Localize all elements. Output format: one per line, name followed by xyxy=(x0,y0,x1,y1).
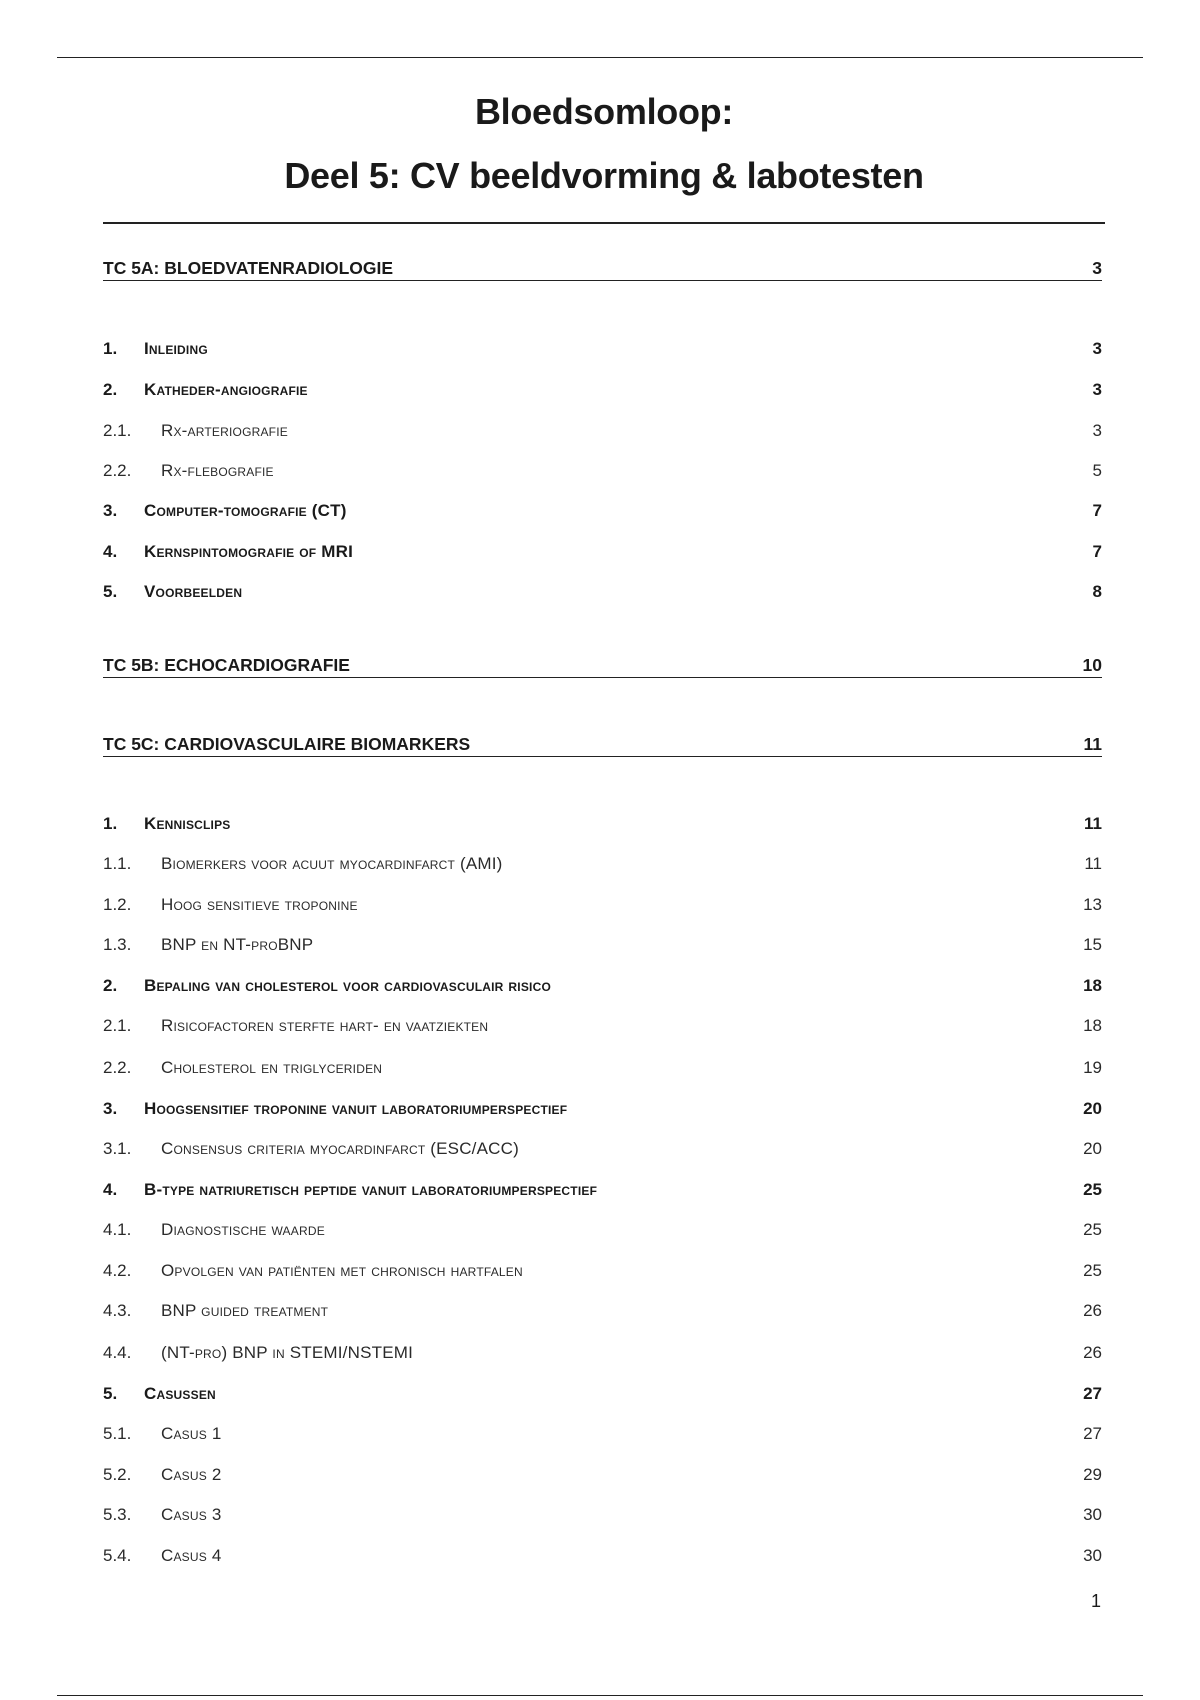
toc-page: 30 xyxy=(1083,1546,1102,1565)
toc-text: Consensus criteria myocardinfarct (ESC/ACC) xyxy=(161,1139,519,1158)
toc-number: 5.4. xyxy=(103,1546,132,1565)
toc-subentry[interactable] xyxy=(103,421,1102,441)
toc-subentry[interactable] xyxy=(103,895,1102,915)
toc-number: 2. xyxy=(103,380,118,399)
toc-text: Biomerkers voor acuut myocardinfarct (AMI) xyxy=(161,854,503,873)
toc-text: Rx-flebografie xyxy=(161,461,274,480)
toc-text: Cholesterol en triglyceriden xyxy=(161,1058,383,1077)
page-number: 1 xyxy=(1090,1591,1101,1611)
toc-text: Diagnostische waarde xyxy=(161,1220,325,1239)
toc-page: 11 xyxy=(1084,814,1102,833)
toc-number: 5. xyxy=(103,582,118,601)
toc-page: 18 xyxy=(1083,1016,1102,1035)
toc-page: 3 xyxy=(1092,421,1102,440)
toc-page: 3 xyxy=(1092,258,1102,278)
toc-page: 18 xyxy=(1083,976,1102,995)
toc-page: 27 xyxy=(1083,1384,1102,1403)
toc-subentry[interactable] xyxy=(103,935,1102,955)
toc-text: Casussen xyxy=(144,1384,216,1403)
top-rule xyxy=(57,57,1143,58)
toc-page: 5 xyxy=(1092,461,1102,480)
toc-text: Bepaling van cholesterol voor cardiovasculair risico xyxy=(144,976,551,995)
toc-text: Hoog sensitieve troponine xyxy=(161,895,358,914)
toc-number: 4.2. xyxy=(103,1261,132,1280)
toc-subentry[interactable] xyxy=(103,1301,1102,1321)
toc-entry[interactable] xyxy=(103,814,1102,834)
toc-page: 26 xyxy=(1083,1301,1102,1320)
toc-page: 29 xyxy=(1083,1465,1102,1484)
toc-text: BNP guided treatment xyxy=(161,1301,329,1320)
toc-entry[interactable] xyxy=(103,542,1102,562)
title-rule xyxy=(103,222,1105,224)
toc-number: 2.1. xyxy=(103,1016,132,1035)
toc-page: 20 xyxy=(1083,1099,1102,1118)
toc-subentry[interactable] xyxy=(103,1016,1102,1036)
toc-section-text: TC 5A: BLOEDVATENRADIOLOGIE xyxy=(103,258,394,278)
toc-number: 4.1. xyxy=(103,1220,132,1239)
toc-entry[interactable] xyxy=(103,976,1102,996)
toc-entry[interactable] xyxy=(103,1384,1102,1404)
toc-entry[interactable] xyxy=(103,501,1102,521)
toc-text: Casus 2 xyxy=(161,1465,222,1484)
toc-subentry[interactable] xyxy=(103,1465,1102,1485)
toc-number: 2.2. xyxy=(103,461,132,480)
toc-entry[interactable] xyxy=(103,380,1102,400)
toc-number: 5.3. xyxy=(103,1505,132,1524)
toc-page: 25 xyxy=(1083,1261,1102,1280)
document-subtitle: Deel 5: CV beeldvorming & labotesten xyxy=(284,155,924,196)
toc-page: 11 xyxy=(1084,854,1102,873)
toc-number: 4. xyxy=(103,542,118,561)
toc-number: 1.3. xyxy=(103,935,132,954)
toc-page: 8 xyxy=(1092,582,1102,601)
toc-text: Katheder-angiografie xyxy=(144,380,308,399)
toc-subentry[interactable] xyxy=(103,1505,1102,1525)
toc-text: Computer-tomografie (CT) xyxy=(144,501,347,520)
toc-text: Risicofactoren sterfte hart- en vaatziekten xyxy=(161,1016,489,1035)
toc-text: (NT-pro) BNP in STEMI/NSTEMI xyxy=(161,1343,414,1362)
toc-subentry[interactable] xyxy=(103,1343,1102,1363)
toc-page: 20 xyxy=(1083,1139,1102,1158)
toc-page: 7 xyxy=(1092,542,1102,561)
toc-text: Hoogsensitief troponine vanuit laboratoriumperspectief xyxy=(144,1099,568,1118)
toc-entry[interactable] xyxy=(103,1099,1102,1119)
toc-text: Casus 3 xyxy=(161,1505,222,1524)
toc-number: 1. xyxy=(103,814,118,833)
toc-subentry[interactable] xyxy=(103,1261,1102,1281)
toc-page: 3 xyxy=(1092,339,1102,358)
toc-entry[interactable] xyxy=(103,582,1102,602)
toc-page: 19 xyxy=(1083,1058,1102,1077)
toc-page: 13 xyxy=(1083,895,1102,914)
toc-subentry[interactable] xyxy=(103,1058,1102,1078)
toc-section-5a[interactable] xyxy=(103,258,1102,281)
toc-subentry[interactable] xyxy=(103,1139,1102,1159)
toc-subentry[interactable] xyxy=(103,461,1102,481)
toc-number: 4. xyxy=(103,1180,118,1199)
toc-page: 11 xyxy=(1083,734,1102,754)
toc-section-text: TC 5B: ECHOCARDIOGRAFIE xyxy=(103,655,350,675)
toc-page: 3 xyxy=(1092,380,1102,399)
toc-number: 2.1. xyxy=(103,421,132,440)
toc-page: 7 xyxy=(1092,501,1102,520)
toc-number: 5.2. xyxy=(103,1465,132,1484)
toc-text: Casus 1 xyxy=(161,1424,222,1443)
toc-number: 1.1. xyxy=(103,854,132,873)
toc-number: 3.1. xyxy=(103,1139,132,1158)
toc-section-5c[interactable] xyxy=(103,734,1102,757)
toc-page: 25 xyxy=(1083,1180,1102,1199)
toc-text: Kernspintomografie of MRI xyxy=(144,542,354,561)
toc-page: 27 xyxy=(1083,1424,1102,1443)
toc-text: Inleiding xyxy=(144,339,208,358)
toc-number: 5.1. xyxy=(103,1424,132,1443)
toc-text: Rx-arteriografie xyxy=(161,421,288,440)
toc-number: 4.4. xyxy=(103,1343,132,1362)
toc-section-text: TC 5C: CARDIOVASCULAIRE BIOMARKERS xyxy=(103,734,471,754)
toc-section-5b[interactable] xyxy=(103,655,1102,678)
toc-page: 30 xyxy=(1083,1505,1102,1524)
toc-text: BNP en NT-proBNP xyxy=(161,935,314,954)
toc-number: 3. xyxy=(103,501,118,520)
toc-entry[interactable] xyxy=(103,1180,1102,1200)
toc-number: 2. xyxy=(103,976,118,995)
toc-page: 10 xyxy=(1082,655,1102,675)
toc-entry[interactable] xyxy=(103,339,1102,359)
toc-subentry[interactable] xyxy=(103,1546,1102,1566)
toc-text: Kennisclips xyxy=(144,814,231,833)
toc-page: 26 xyxy=(1083,1343,1102,1362)
toc-page: 15 xyxy=(1083,935,1102,954)
toc-number: 1. xyxy=(103,339,118,358)
toc-text: Casus 4 xyxy=(161,1546,222,1565)
toc-subentry[interactable] xyxy=(103,854,1102,874)
toc-text: Opvolgen van patiënten met chronisch hartfalen xyxy=(161,1261,523,1280)
toc-text: Voorbeelden xyxy=(144,582,243,601)
toc-number: 1.2. xyxy=(103,895,132,914)
bottom-rule xyxy=(57,1695,1143,1696)
document-title: Bloedsomloop: xyxy=(474,91,734,132)
title-block xyxy=(103,88,1105,200)
toc-page: 25 xyxy=(1083,1220,1102,1239)
toc-number: 3. xyxy=(103,1099,118,1118)
toc-text: B-type natriuretisch peptide vanuit laboratoriumperspectief xyxy=(144,1180,598,1199)
toc-number: 5. xyxy=(103,1384,118,1403)
toc-number: 4.3. xyxy=(103,1301,132,1320)
toc-number: 2.2. xyxy=(103,1058,132,1077)
toc-subentry[interactable] xyxy=(103,1220,1102,1240)
toc-subentry[interactable] xyxy=(103,1424,1102,1444)
